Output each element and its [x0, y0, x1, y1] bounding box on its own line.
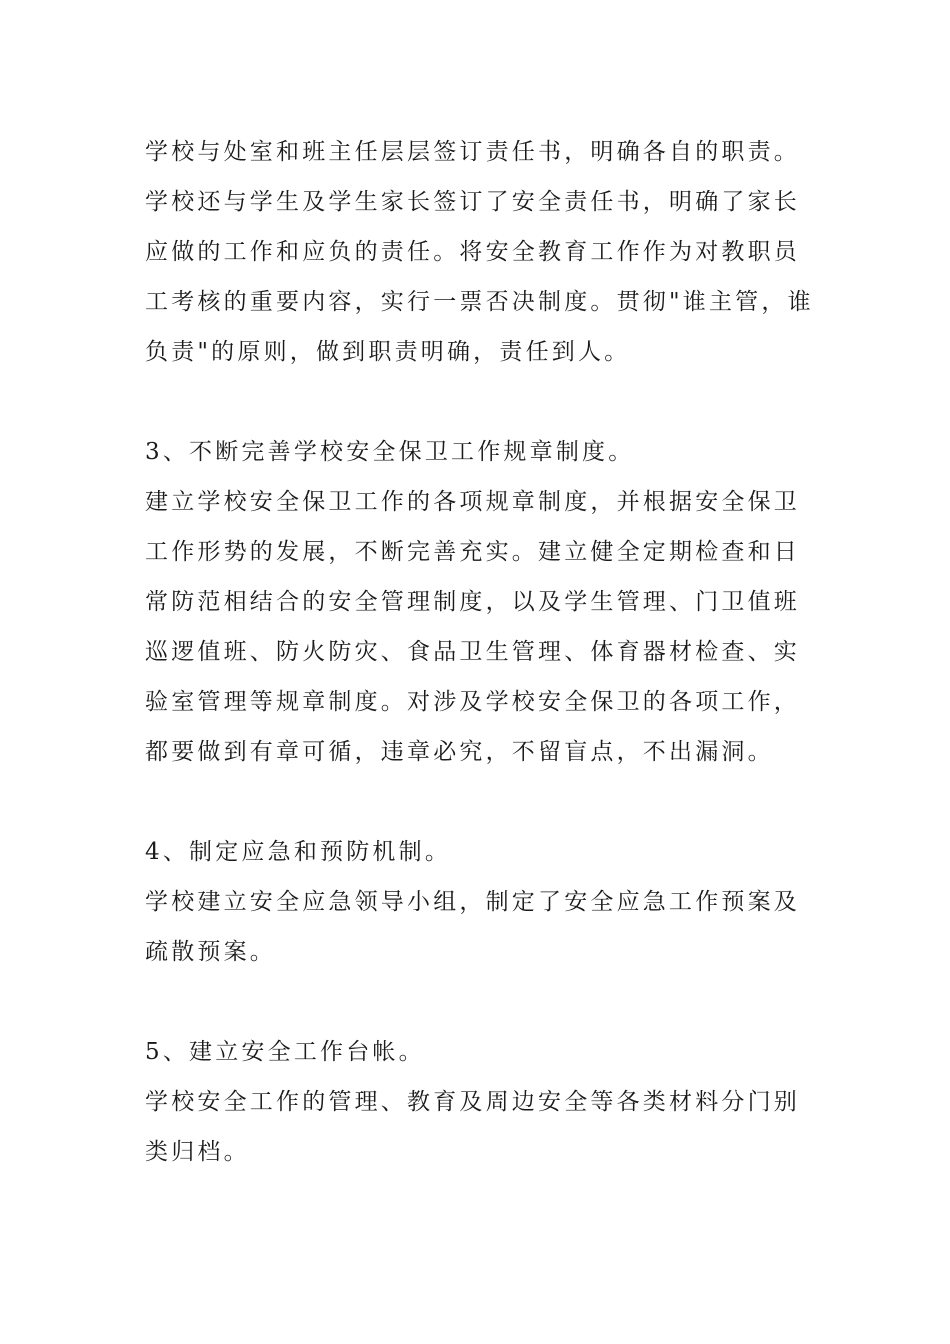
text-line: 建立学校安全保卫工作的各项规章制度，并根据安全保卫	[145, 489, 800, 515]
paragraph-spacer	[145, 977, 815, 1027]
text-line: 疏散预案。	[145, 939, 276, 965]
text-line: 负责"的原则，做到职责明确，责任到人。	[145, 339, 631, 365]
section-4	[145, 827, 815, 977]
text-line: 学校建立安全应急领导小组，制定了安全应急工作预案及	[145, 889, 800, 915]
text-line: 工考核的重要内容，实行一票否决制度。贯彻"谁主管，谁	[145, 289, 814, 315]
paragraph-spacer	[145, 377, 815, 427]
text-line: 巡逻值班、防火防灾、食品卫生管理、体育器材检查、实	[145, 639, 800, 665]
text-line: 学校与处室和班主任层层签订责任书，明确各自的职责。	[145, 139, 800, 165]
document-body	[145, 127, 815, 1177]
text-line: 学校还与学生及学生家长签订了安全责任书，明确了家长	[145, 189, 800, 215]
text-line: 都要做到有章可循，违章必究，不留盲点，不出漏洞。	[145, 739, 774, 765]
section-5	[145, 1027, 815, 1177]
section-3	[145, 427, 815, 777]
text-line: 学校安全工作的管理、教育及周边安全等各类材料分门别	[145, 1089, 800, 1115]
paragraph-spacer	[145, 777, 815, 827]
section-heading: 4、制定应急和预防机制。	[145, 839, 452, 865]
text-line: 类归档。	[145, 1139, 250, 1165]
section-heading: 5、建立安全工作台帐。	[145, 1039, 425, 1065]
text-line: 工作形势的发展，不断完善充实。建立健全定期检查和日	[145, 539, 800, 565]
section-heading: 3、不断完善学校安全保卫工作规章制度。	[145, 439, 635, 465]
text-line: 常防范相结合的安全管理制度，以及学生管理、门卫值班	[145, 589, 800, 615]
paragraph-responsibility	[145, 127, 815, 377]
text-line: 应做的工作和应负的责任。将安全教育工作作为对教职员	[145, 239, 800, 265]
text-line: 验室管理等规章制度。对涉及学校安全保卫的各项工作，	[145, 689, 800, 715]
